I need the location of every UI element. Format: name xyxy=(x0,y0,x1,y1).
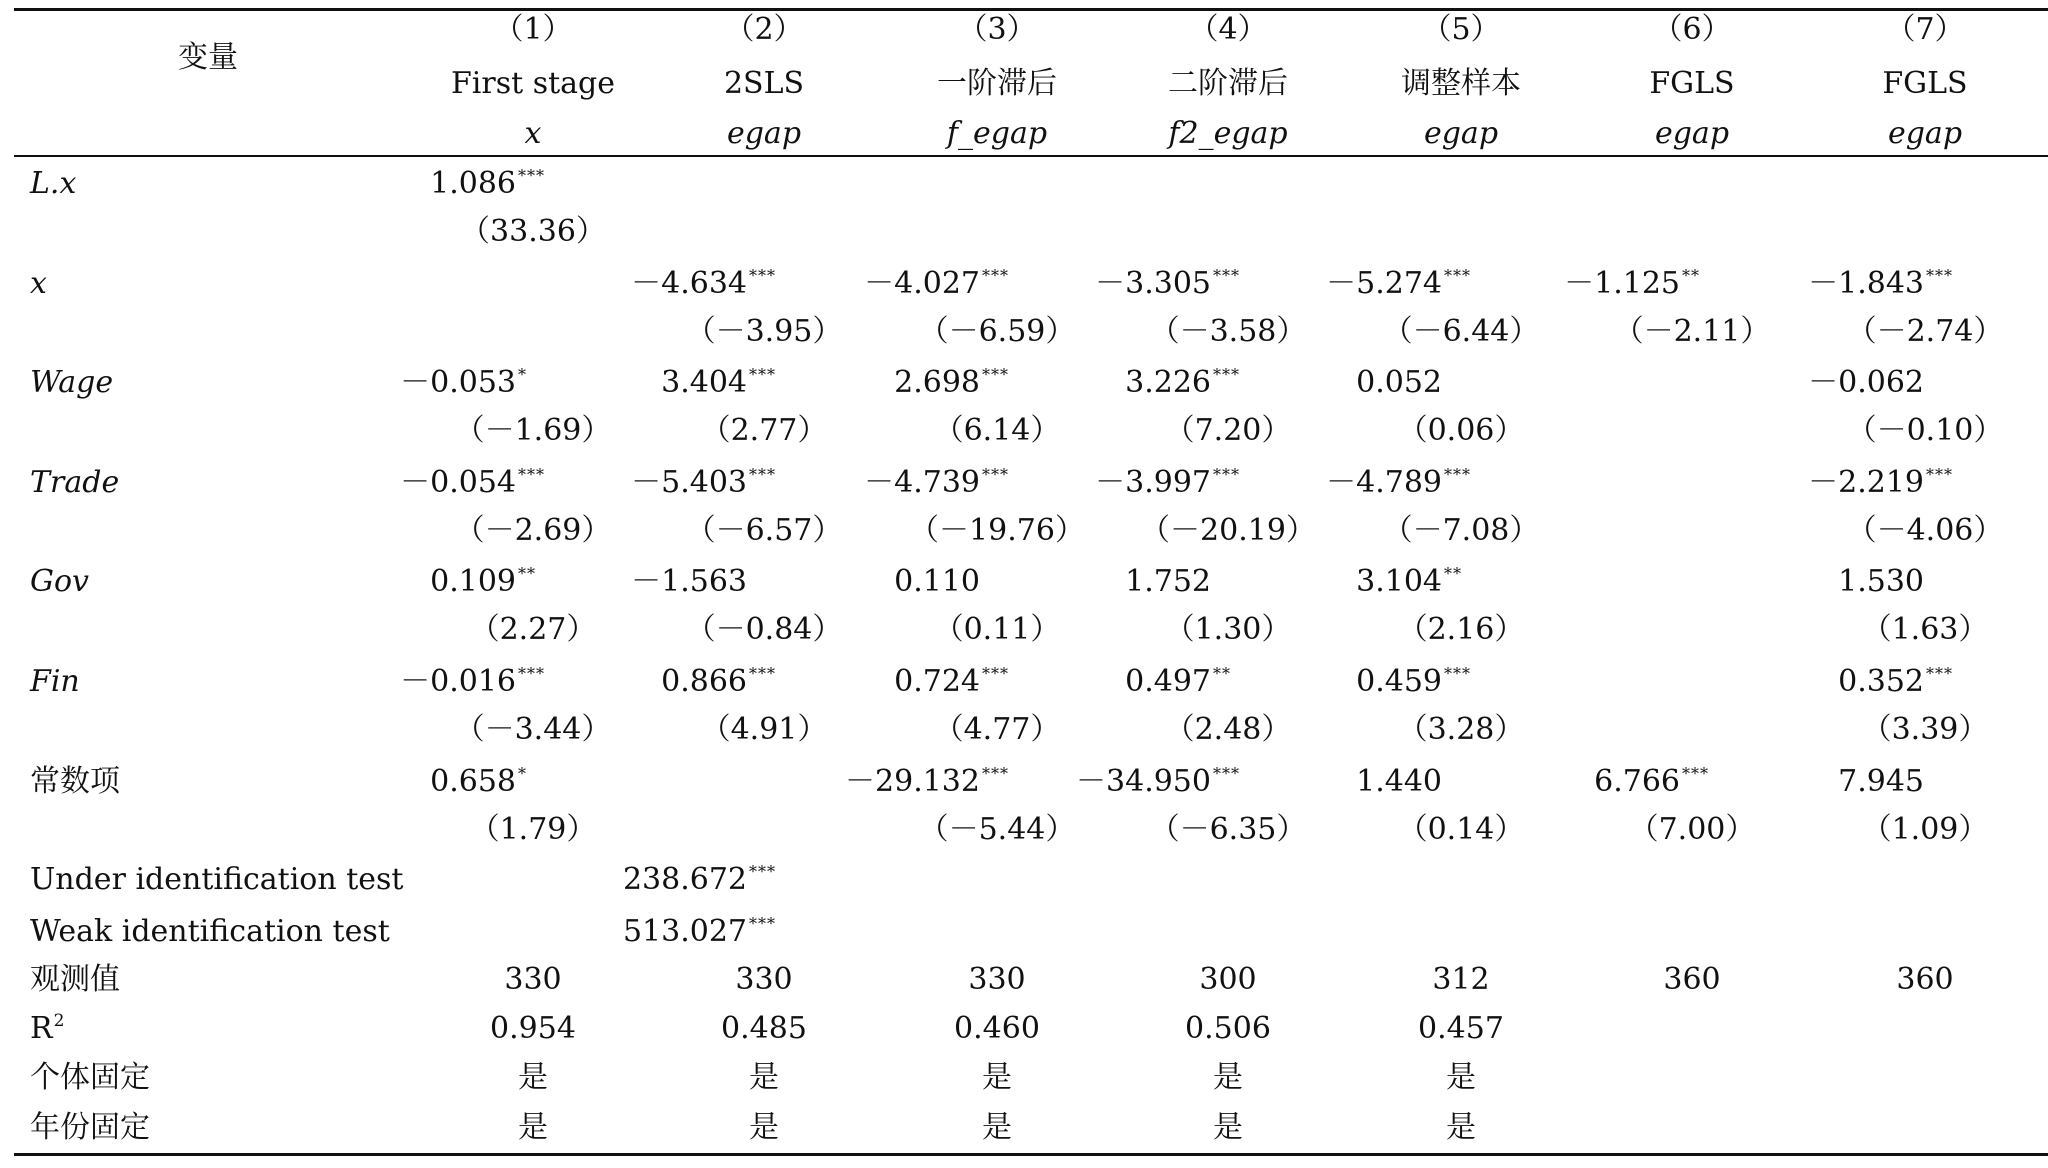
coefficient-cell xyxy=(1636,365,1966,401)
t-statistic: （－0.84） xyxy=(685,612,843,647)
stat-value: 是 xyxy=(749,1060,779,1095)
t-statistic: （0.06） xyxy=(1397,413,1525,448)
coefficient-value: 0.724 xyxy=(894,664,980,699)
coefficient-value: －0.062 xyxy=(1808,365,1924,400)
coefficient-value: 3.226 xyxy=(1125,365,1211,400)
coefficient-value: 3.104 xyxy=(1356,564,1442,599)
t-statistic: （6.14） xyxy=(933,413,1061,448)
significance-stars: *** xyxy=(982,365,1009,384)
t-statistic: （－2.74） xyxy=(1846,314,2004,349)
coefficient-cell xyxy=(1636,266,1966,306)
coefficient-value: 1.752 xyxy=(1125,564,1211,599)
t-statistic: （－3.95） xyxy=(685,314,843,349)
t-statistic: （0.11） xyxy=(933,612,1061,647)
t-statistic: （－5.44） xyxy=(918,812,1076,847)
column-title: 调整样本 xyxy=(1401,66,1521,101)
significance-stars: *** xyxy=(749,266,776,285)
coefficient-value: －34.950 xyxy=(1076,764,1211,799)
column-dependent-variable: egap xyxy=(726,116,802,151)
stat-value: 是 xyxy=(1213,1110,1243,1145)
column-number: （2） xyxy=(724,12,804,47)
t-statistic: （－19.76） xyxy=(909,513,1085,548)
coefficient-value: 7.945 xyxy=(1838,764,1924,799)
coefficient-value: 0.052 xyxy=(1356,365,1442,400)
coefficient-value: －1.563 xyxy=(631,564,747,599)
coefficient-cell xyxy=(228,166,558,206)
coefficient-cell xyxy=(1636,564,1966,600)
coefficient-cell xyxy=(459,862,789,902)
coefficient-value: －29.132 xyxy=(845,764,980,799)
coefficient-cell xyxy=(1154,664,1484,704)
column-title: 一阶滞后 xyxy=(937,66,1057,101)
t-statistic: （3.28） xyxy=(1397,712,1525,747)
coefficient-value: －4.634 xyxy=(631,266,747,301)
t-statistic: （－4.06） xyxy=(1846,513,2004,548)
coefficient-value: －0.054 xyxy=(400,465,516,500)
coefficient-value: －3.305 xyxy=(1095,266,1211,301)
stat-value: 330 xyxy=(504,962,562,997)
stat-value: 300 xyxy=(1199,962,1257,997)
coefficient-value: －4.789 xyxy=(1326,465,1442,500)
stat-label-text: 观测值 xyxy=(30,962,120,997)
significance-stars: *** xyxy=(1926,664,1953,683)
stat-value: 0.954 xyxy=(490,1011,576,1046)
significance-stars: *** xyxy=(518,166,545,185)
stat-label-text: 个体固定 xyxy=(30,1060,150,1095)
row-label: Trade xyxy=(30,465,120,500)
t-statistic: （2.48） xyxy=(1164,712,1292,747)
t-statistic: （－6.57） xyxy=(685,513,843,548)
stat-value: 360 xyxy=(1663,962,1721,997)
t-statistic: （4.77） xyxy=(933,712,1061,747)
significance-stars: *** xyxy=(749,664,776,683)
row-label: Wage xyxy=(30,365,114,400)
stat-value: 312 xyxy=(1432,962,1490,997)
significance-stars: ** xyxy=(518,564,536,583)
t-statistic: （－3.44） xyxy=(454,712,612,747)
t-statistic: （7.20） xyxy=(1164,413,1292,448)
significance-stars: * xyxy=(518,764,527,783)
t-statistic: （33.36） xyxy=(460,214,606,249)
significance-stars: *** xyxy=(1444,664,1471,683)
column-dependent-variable: egap xyxy=(1887,116,1963,151)
stat-label-text: R xyxy=(30,1011,53,1046)
coefficient-cell xyxy=(459,914,789,954)
stat-label xyxy=(30,1060,150,1096)
significance-stars: *** xyxy=(982,465,1009,484)
significance-stars: ** xyxy=(1682,266,1700,285)
t-statistic: （1.63） xyxy=(1861,612,1989,647)
header-rule xyxy=(14,155,2048,157)
test-label: Weak identification test xyxy=(30,914,390,949)
column-title: First stage xyxy=(450,66,616,101)
t-statistic: （1.30） xyxy=(1164,612,1292,647)
stat-value: 0.506 xyxy=(1185,1011,1271,1046)
coefficient-value: 3.404 xyxy=(661,365,747,400)
coefficient-value: 0.109 xyxy=(430,564,516,599)
t-statistic: （－2.69） xyxy=(454,513,612,548)
stat-value: 是 xyxy=(749,1110,779,1145)
coefficient-value: 0.866 xyxy=(661,664,747,699)
coefficient-cell xyxy=(1636,465,1966,505)
coefficient-value: －2.219 xyxy=(1808,465,1924,500)
t-statistic: （－7.08） xyxy=(1382,513,1540,548)
coefficient-value: 1.530 xyxy=(1838,564,1924,599)
top-rule xyxy=(14,8,2048,11)
stat-value: 330 xyxy=(735,962,793,997)
coefficient-value: 0.110 xyxy=(894,564,980,599)
column-dependent-variable: f_egap xyxy=(946,116,1048,151)
significance-stars: *** xyxy=(1444,465,1471,484)
stat-value: 是 xyxy=(982,1110,1012,1145)
t-statistic: （－6.44） xyxy=(1382,314,1540,349)
column-title: 2SLS xyxy=(723,66,805,101)
significance-stars: *** xyxy=(1213,764,1240,783)
row-label: Gov xyxy=(30,564,89,599)
coefficient-value: 6.766 xyxy=(1594,764,1680,799)
significance-stars: *** xyxy=(749,465,776,484)
significance-stars: *** xyxy=(749,862,776,881)
t-statistic: （4.91） xyxy=(700,712,828,747)
row-label: L.x xyxy=(30,166,77,201)
coefficient-value: －4.739 xyxy=(864,465,980,500)
coefficient-value: －0.053 xyxy=(400,365,516,400)
coefficient-value: 0.658 xyxy=(430,764,516,799)
column-number: （5） xyxy=(1421,12,1501,47)
stat-value: 是 xyxy=(1446,1060,1476,1095)
stat-label xyxy=(30,1110,150,1146)
coefficient-cell xyxy=(1636,764,1966,800)
coefficient-value: －3.997 xyxy=(1095,465,1211,500)
significance-stars: *** xyxy=(518,664,545,683)
coefficient-value: 0.497 xyxy=(1125,664,1211,699)
column-title: FGLS xyxy=(1882,66,1968,101)
t-statistic: （2.27） xyxy=(469,612,597,647)
t-statistic: （－2.11） xyxy=(1613,314,1771,349)
coefficient-cell xyxy=(1154,365,1484,401)
significance-stars: *** xyxy=(518,465,545,484)
row-label: 常数项 xyxy=(30,764,120,799)
t-statistic: （－3.58） xyxy=(1149,314,1307,349)
significance-stars: * xyxy=(518,365,527,384)
t-statistic: （0.14） xyxy=(1397,812,1525,847)
row-label: x xyxy=(30,266,47,301)
coefficient-cell xyxy=(1154,564,1484,604)
stat-value: 是 xyxy=(518,1110,548,1145)
stat-value: 0.460 xyxy=(954,1011,1040,1046)
t-statistic: （－20.19） xyxy=(1140,513,1316,548)
coefficient-value: 513.027 xyxy=(622,914,747,949)
coefficient-value: －5.274 xyxy=(1326,266,1442,301)
coefficient-value: 238.672 xyxy=(622,862,747,897)
stat-value: 0.457 xyxy=(1418,1011,1504,1046)
stat-label xyxy=(30,1011,64,1051)
coefficient-value: －0.016 xyxy=(400,664,516,699)
column-title: 二阶滞后 xyxy=(1168,66,1288,101)
variable-header: 变量 xyxy=(178,40,238,75)
coefficient-value: 1.440 xyxy=(1356,764,1442,799)
stat-value: 是 xyxy=(1446,1110,1476,1145)
t-statistic: （－1.69） xyxy=(454,413,612,448)
t-statistic: （2.16） xyxy=(1397,612,1525,647)
t-statistic: （－0.10） xyxy=(1846,413,2004,448)
column-number: （3） xyxy=(957,12,1037,47)
t-statistic: （2.77） xyxy=(700,413,828,448)
significance-stars: *** xyxy=(749,365,776,384)
significance-stars: *** xyxy=(1444,266,1471,285)
t-statistic: （－6.59） xyxy=(918,314,1076,349)
significance-stars: ** xyxy=(1213,664,1231,683)
t-statistic: （－6.35） xyxy=(1149,812,1307,847)
coefficient-cell xyxy=(228,764,558,804)
stat-label xyxy=(30,962,120,998)
significance-stars: *** xyxy=(1926,266,1953,285)
significance-stars: *** xyxy=(1682,764,1709,783)
test-label: Under identification test xyxy=(30,862,404,897)
column-number: （1） xyxy=(493,12,573,47)
column-title: FGLS xyxy=(1649,66,1735,101)
stat-value: 是 xyxy=(982,1060,1012,1095)
significance-stars: *** xyxy=(749,914,776,933)
stat-value: 是 xyxy=(518,1060,548,1095)
stat-label-text: 年份固定 xyxy=(30,1110,150,1145)
coefficient-value: －4.027 xyxy=(864,266,980,301)
coefficient-value: －1.125 xyxy=(1564,266,1680,301)
stat-value: 0.485 xyxy=(721,1011,807,1046)
coefficient-value: 2.698 xyxy=(894,365,980,400)
column-number: （7） xyxy=(1885,12,1965,47)
coefficient-cell xyxy=(1636,664,1966,704)
stat-value: 是 xyxy=(1213,1060,1243,1095)
coefficient-value: 0.459 xyxy=(1356,664,1442,699)
t-statistic: （3.39） xyxy=(1861,712,1989,747)
column-dependent-variable: f2_egap xyxy=(1168,116,1288,151)
bottom-rule xyxy=(14,1153,2048,1156)
significance-stars: *** xyxy=(1213,266,1240,285)
significance-stars: *** xyxy=(982,664,1009,683)
coefficient-cell xyxy=(1154,465,1484,505)
significance-stars: *** xyxy=(1926,465,1953,484)
coefficient-value: －5.403 xyxy=(631,465,747,500)
stat-value: 360 xyxy=(1896,962,1954,997)
significance-stars: ** xyxy=(1444,564,1462,583)
column-dependent-variable: x xyxy=(524,116,542,151)
coefficient-value: 1.086 xyxy=(430,166,516,201)
coefficient-value: 0.352 xyxy=(1838,664,1924,699)
t-statistic: （7.00） xyxy=(1628,812,1756,847)
column-dependent-variable: egap xyxy=(1654,116,1730,151)
coefficient-value: －1.843 xyxy=(1808,266,1924,301)
stat-value: 330 xyxy=(968,962,1026,997)
stat-label-superscript: 2 xyxy=(53,1011,65,1031)
t-statistic: （1.79） xyxy=(469,812,597,847)
t-statistic: （1.09） xyxy=(1861,812,1989,847)
column-number: （4） xyxy=(1188,12,1268,47)
column-number: （6） xyxy=(1652,12,1732,47)
column-dependent-variable: egap xyxy=(1423,116,1499,151)
significance-stars: *** xyxy=(1213,465,1240,484)
significance-stars: *** xyxy=(982,764,1009,783)
significance-stars: *** xyxy=(982,266,1009,285)
significance-stars: *** xyxy=(1213,365,1240,384)
row-label: Fin xyxy=(30,664,80,699)
